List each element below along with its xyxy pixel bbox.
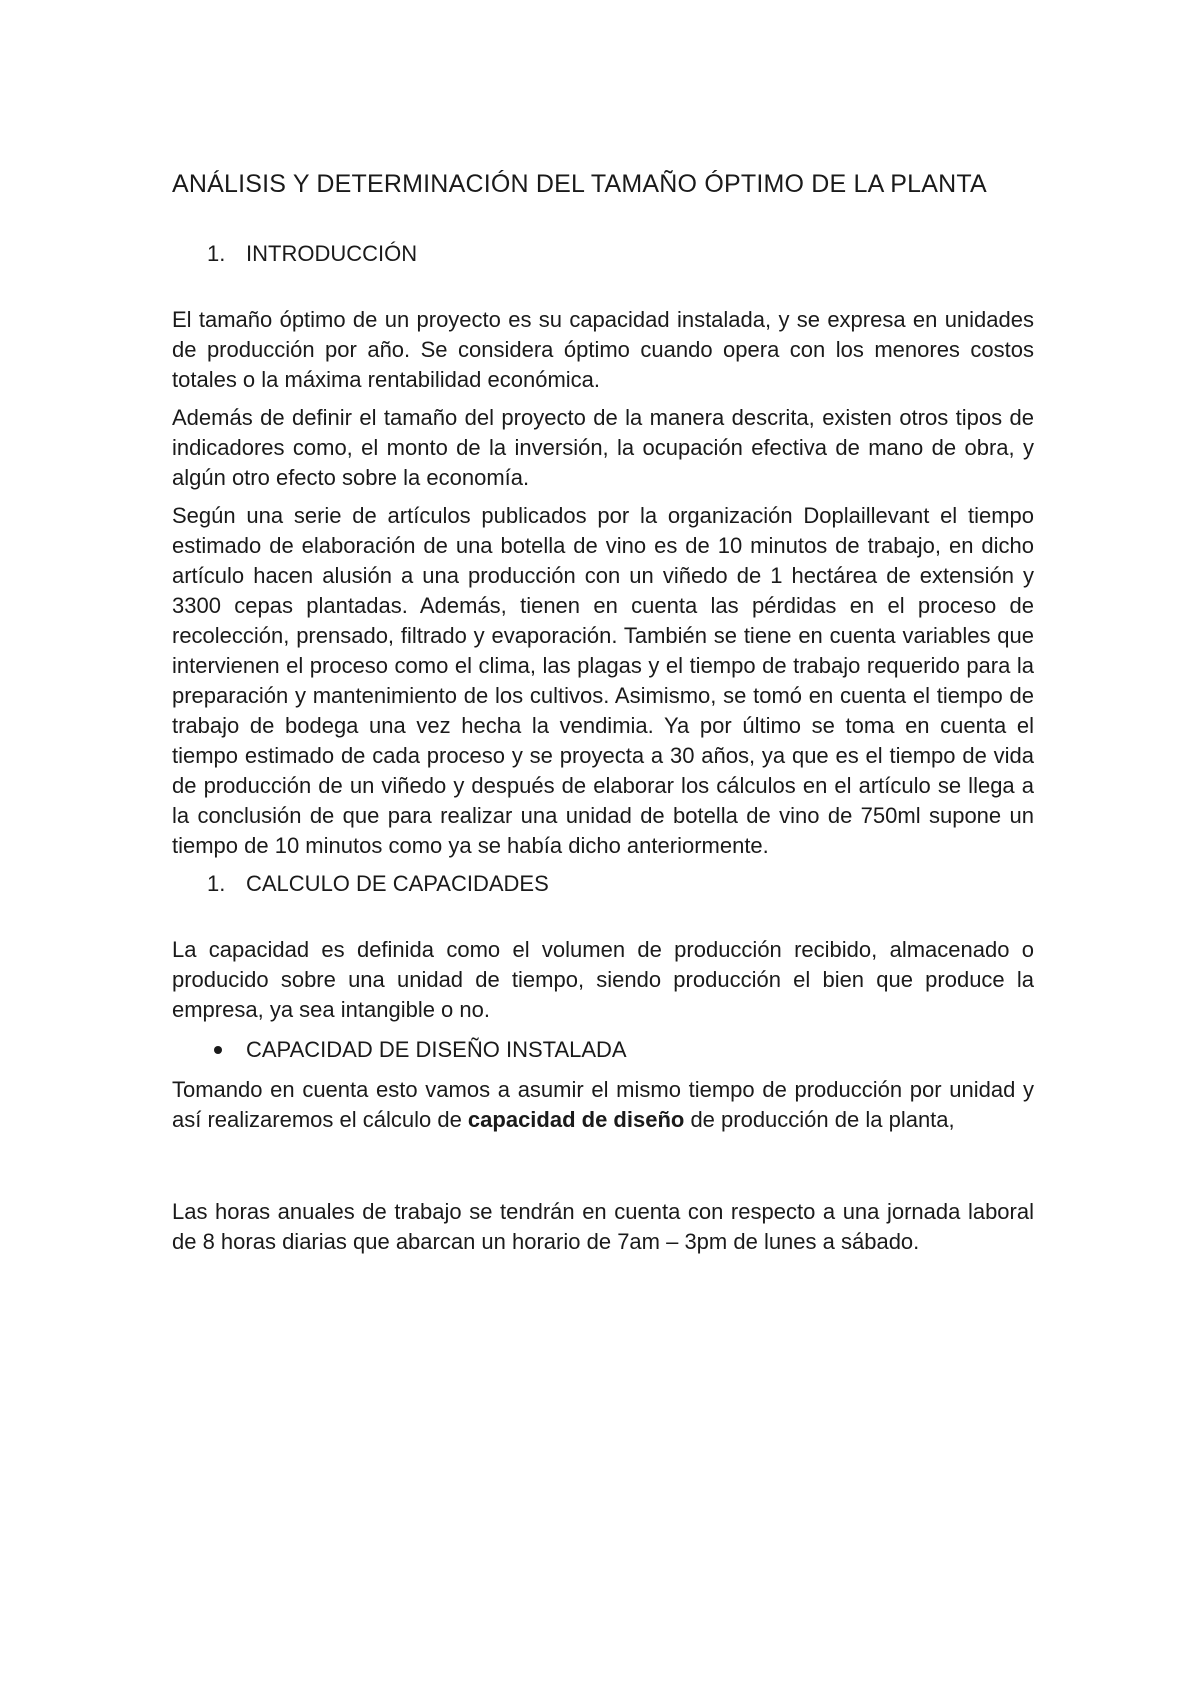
intro-paragraph-3: Según una serie de artículos publicados por la organización Doplaillevant el tiempo estimado de elaboración de una botella de vino es de 10 minutos de trabajo, en dicho artículo hacen alusión a una producción con un viñedo de 1 hectárea de extensión y 3300 cepas plantadas. Además, tienen en cuenta las pérdidas en el proceso de recolección, prensado, filtrado y evaporación. También se tiene en cuenta variables que intervienen el proceso como el clima, las plagas y el tiempo de trabajo requerido para la preparación y mantenimiento de los cultivos. Asimismo, se tomó en cuenta el tiempo de trabajo de bodega una vez hecha la vendimia. Ya por último se toma en cuenta el tiempo estimado de cada proceso y se proyecta a 30 años, ya que es el tiempo de vida de producción de un viñedo y después de elaborar los cálculos en el artículo se llega a la conclusión de que para realizar una unidad de botella de vino de 750ml supone un tiempo de 10 minutos como ya se había dicho anteriormente.	[172, 503, 1034, 858]
document-page	[172, 166, 1034, 1257]
section-heading-calculo	[172, 869, 1034, 899]
intro-paragraph-1: El tamaño óptimo de un proyecto es su capacidad instalada, y se expresa en unidades de producción por año. Se considera óptimo cuando opera con los menores costos totales o la máxima rentabilidad económica.	[172, 307, 1034, 392]
design-text-after: de producción de la planta,	[684, 1107, 955, 1132]
bullet-capacidad-diseno	[172, 1035, 1034, 1065]
design-text-bold: capacidad de diseño	[467, 1107, 685, 1132]
intro-paragraph-2: Además de definir el tamaño del proyecto de la manera descrita, existen otros tipos de indicadores como, el monto de la inversión, la ocupación efectiva de mano de obra, y algún otro efecto sobre la economía.	[172, 405, 1034, 490]
document-title: ANÁLISIS Y DETERMINACIÓN DEL TAMAÑO ÓPTIMO DE LA PLANTA	[172, 170, 987, 198]
design-paragraph	[172, 1075, 1034, 1135]
design-text-before: Tomando en cuenta esto vamos a asumir el mismo tiempo de producción por unidad y así realizaremos el cálculo de	[172, 1077, 1034, 1132]
section-title: CALCULO DE CAPACIDADES	[246, 871, 549, 896]
section-heading-introduccion	[172, 239, 1034, 269]
bullet-label: CAPACIDAD DE DISEÑO INSTALADA	[246, 1037, 627, 1062]
capacity-paragraph: La capacidad es definida como el volumen de producción recibido, almacenado o producido sobre una unidad de tiempo, siendo producción el bien que produce la empresa, ya sea intangible o no.	[172, 937, 1034, 1022]
section-title: INTRODUCCIÓN	[246, 241, 418, 266]
bullet-icon	[172, 1046, 246, 1054]
section-number: 1.	[207, 871, 226, 896]
section-number: 1.	[207, 241, 226, 266]
hours-paragraph: Las horas anuales de trabajo se tendrán en cuenta con respecto a una jornada laboral de 8 horas diarias que abarcan un horario de 7am – 3pm de lunes a sábado.	[172, 1199, 1034, 1254]
